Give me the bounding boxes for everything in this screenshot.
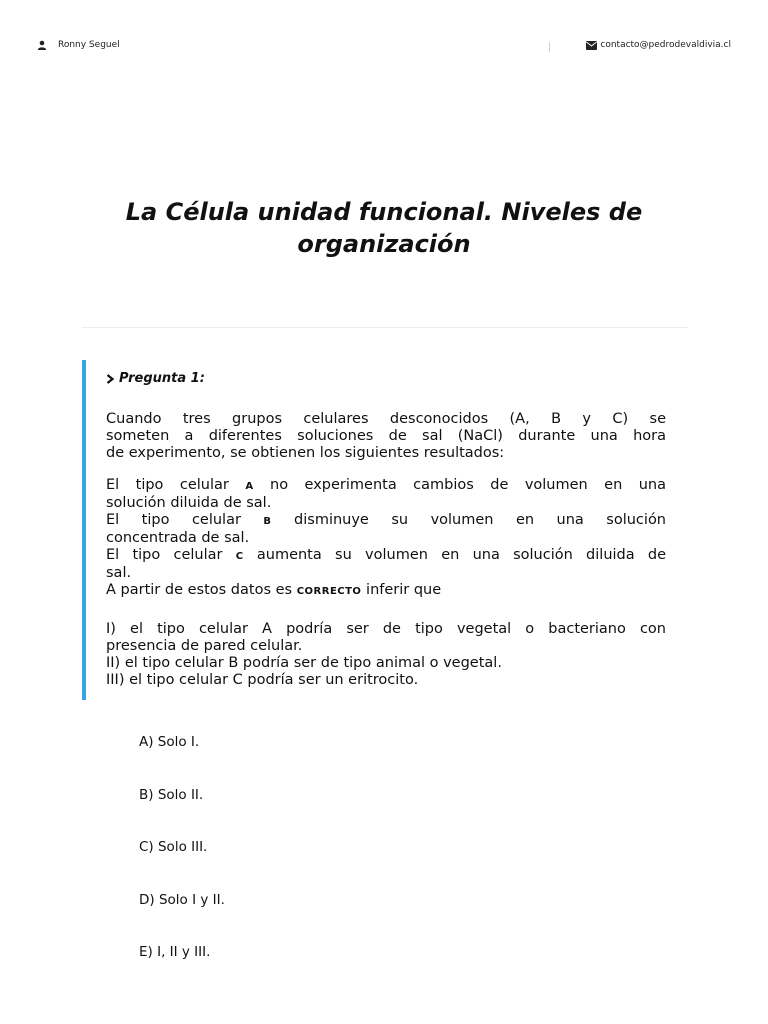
author-name: Ronny Seguel [58,40,120,50]
header-divider [549,42,550,52]
statement-line: III) el tipo celular C podría ser un eritrocito. [106,672,419,688]
inference-text: inferir que [366,582,442,598]
question-header [106,371,205,386]
emphasis-word: CORRECTO [296,586,362,597]
result-text: disminuye su volumen en una solución [294,512,666,528]
cell-type-letter: A [245,481,254,492]
option-d[interactable]: D) Solo I y II. [139,891,225,908]
option-e[interactable]: E) I, II y III. [139,944,211,960]
question-results [106,477,666,600]
question-block [82,360,672,700]
contact-email[interactable]: contacto@pedrodevaldivia.cl [600,40,731,50]
result-a-line-2: solución diluida de sal. [106,495,272,511]
result-b-line [106,512,666,530]
statement-line: I) el tipo celular A podría ser de tipo vegetal o bacteriano con [106,621,666,637]
result-text: El tipo celular [106,512,241,528]
result-c-line-2: sal. [106,565,132,581]
result-text: aumenta su volumen en una solución diluida de [256,547,667,563]
question-intro [106,411,666,462]
option-c[interactable]: C) Solo III. [139,839,208,855]
result-text: no experimenta cambios de volumen en una [270,477,667,493]
header-bar [0,40,768,54]
intro-line: de experimento, se obtienen los siguientes resultados: [106,445,505,461]
result-b-line-2: concentrada de sal. [106,530,250,546]
question-statements [106,621,666,689]
page-title [84,196,684,260]
title-line-1: La Célula unidad funcional. Niveles de [125,198,643,226]
option-a[interactable]: A) Solo I. [139,734,200,750]
intro-line: Cuando tres grupos celulares desconocidos (A, B y C) se [106,411,666,427]
inference-line [106,582,666,600]
inference-text: A partir de estos datos es [106,582,293,598]
result-a-line [106,477,666,495]
cell-type-letter: C [235,551,244,562]
answer-options [139,734,225,997]
chevron-right-icon [106,374,115,384]
title-divider [82,327,688,328]
result-text: El tipo celular [106,477,229,493]
intro-line: someten a diferentes soluciones de sal (NaCl) durante una hora [106,428,666,444]
cell-type-letter: B [263,516,272,527]
option-b[interactable]: B) Solo II. [139,786,204,803]
result-c-line [106,547,666,565]
contact-info[interactable] [586,40,731,50]
author-info [37,40,120,50]
title-line-2: organización [297,230,471,258]
question-label: Pregunta 1: [119,371,205,386]
statement-line: presencia de pared celular. [106,638,303,654]
statement-line: II) el tipo celular B podría ser de tipo animal o vegetal. [106,655,502,671]
user-icon [37,40,47,50]
result-text: El tipo celular [106,547,223,563]
envelope-icon [586,41,597,50]
